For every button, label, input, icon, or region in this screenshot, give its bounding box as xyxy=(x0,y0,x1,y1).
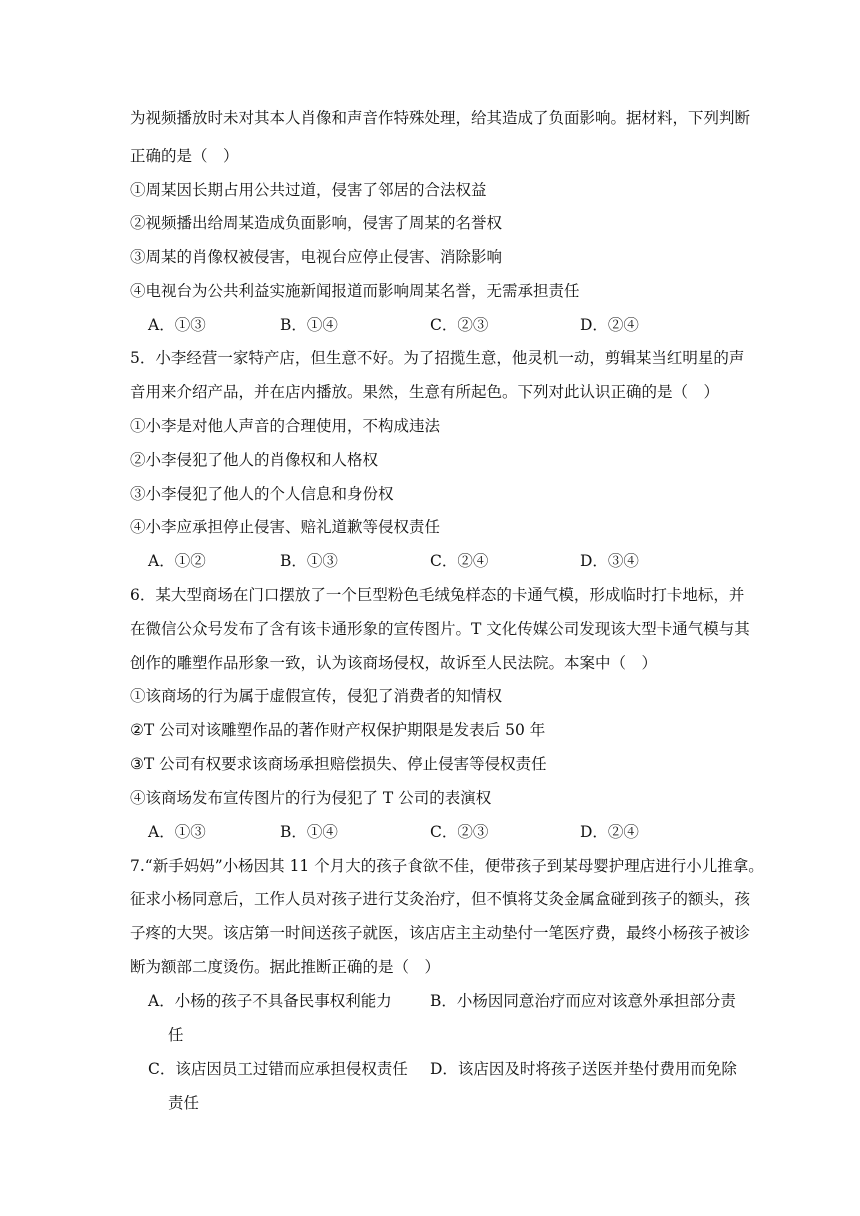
q5-option-b[interactable]: B．①③ xyxy=(280,552,338,570)
q6-option-a[interactable]: A．①③ xyxy=(148,823,206,841)
q5-statement-2: ②小李侵犯了他人的肖像权和人格权 xyxy=(130,451,379,469)
q4-options xyxy=(148,315,708,335)
q6-option-c[interactable]: C．②③ xyxy=(430,823,489,841)
q7-option-d[interactable]: D．该店因及时将孩子送医并垫付费用而免除 xyxy=(430,1060,737,1078)
q5-options xyxy=(148,551,708,571)
q6-option-b[interactable]: B．①④ xyxy=(280,823,338,841)
q4-stem-line-1: 为视频播放时未对其本人肖像和声音作特殊处理，给其造成了负面影响。据材料，下列判断 xyxy=(130,109,751,127)
q4-stem-line-2: 正确的是（ ） xyxy=(130,147,239,165)
q6-statement-4: ④该商场发布宣传图片的行为侵犯了 T 公司的表演权 xyxy=(130,789,492,807)
q7-option-c[interactable]: C．该店因员工过错而应承担侵权责任 xyxy=(148,1060,408,1078)
q7-stem-line-1: 7.“新手妈妈”小杨因其 11 个月大的孩子食欲不佳，便带孩子到某母婴护理店进行小儿推拿。 xyxy=(130,857,764,875)
q6-statement-3: ③T 公司有权要求该商场承担赔偿损失、停止侵害等侵权责任 xyxy=(130,755,547,773)
q5-statement-3: ③小李侵犯了他人的个人信息和身份权 xyxy=(130,485,394,503)
q4-option-b[interactable]: B．①④ xyxy=(280,316,338,334)
q5-stem-line-1: 5．小李经营一家特产店，但生意不好。为了招揽生意，他灵机一动，剪辑某当红明星的声 xyxy=(130,349,745,367)
q6-stem-line-3: 创作的雕塑作品形象一致，认为该商场侵权，故诉至人民法院。本案中（ ） xyxy=(130,654,658,672)
q5-stem-line-2: 音用来介绍产品，并在店内播放。果然，生意有所起色。下列对此认识正确的是（ ） xyxy=(130,383,720,401)
q7-stem-line-2: 征求小杨同意后，工作人员对孩子进行艾灸治疗，但不慎将艾灸金属盒碰到孩子的额头，孩 xyxy=(130,890,751,908)
q7-stem-line-4: 断为额部二度烫伤。据此推断正确的是（ ） xyxy=(130,958,441,976)
q4-statement-3: ③周某的肖像权被侵害，电视台应停止侵害、消除影响 xyxy=(130,248,503,266)
q6-stem-line-2: 在微信公众号发布了含有该卡通形象的宣传图片。T 文化传媒公司发现该大型卡通气模与其 xyxy=(130,620,750,638)
q4-option-c[interactable]: C．②③ xyxy=(430,316,489,334)
q6-options xyxy=(148,822,708,842)
q7-option-b[interactable]: B．小杨因同意治疗而应对该意外承担部分责 xyxy=(430,992,736,1010)
q5-option-c[interactable]: C．②④ xyxy=(430,552,489,570)
q5-statement-4: ④小李应承担停止侵害、赔礼道歉等侵权责任 xyxy=(130,518,441,536)
q7-stem-line-3: 子疼的大哭。该店第一时间送孩子就医，该店店主主动垫付一笔医疗费，最终小杨孩子被诊 xyxy=(130,924,751,942)
q4-statement-4: ④电视台为公共利益实施新闻报道而影响周某名誉，无需承担责任 xyxy=(130,282,580,300)
q5-option-a[interactable]: A．①② xyxy=(148,552,206,570)
q6-statement-2: ②T 公司对该雕塑作品的著作财产权保护期限是发表后 50 年 xyxy=(130,721,546,739)
q4-option-d[interactable]: D．②④ xyxy=(580,316,639,334)
q6-option-d[interactable]: D．②④ xyxy=(580,823,639,841)
q7-option-a[interactable]: A．小杨的孩子不具备民事权利能力 xyxy=(148,992,392,1010)
q4-option-a[interactable]: A．①③ xyxy=(148,316,206,334)
q6-stem-line-1: 6．某大型商场在门口摆放了一个巨型粉色毛绒兔样态的卡通气模，形成临时打卡地标，并 xyxy=(130,586,745,604)
q4-statement-1: ①周某因长期占用公共过道，侵害了邻居的合法权益 xyxy=(130,181,487,199)
q7-option-b-continued: 任 xyxy=(168,1026,184,1044)
q6-statement-1: ①该商场的行为属于虚假宣传，侵犯了消费者的知情权 xyxy=(130,687,503,705)
q5-option-d[interactable]: D．③④ xyxy=(580,552,639,570)
q5-statement-1: ①小李是对他人声音的合理使用，不构成违法 xyxy=(130,417,441,435)
q4-statement-2: ②视频播出给周某造成负面影响，侵害了周某的名誉权 xyxy=(130,214,503,232)
q7-option-d-continued: 责任 xyxy=(168,1094,200,1112)
